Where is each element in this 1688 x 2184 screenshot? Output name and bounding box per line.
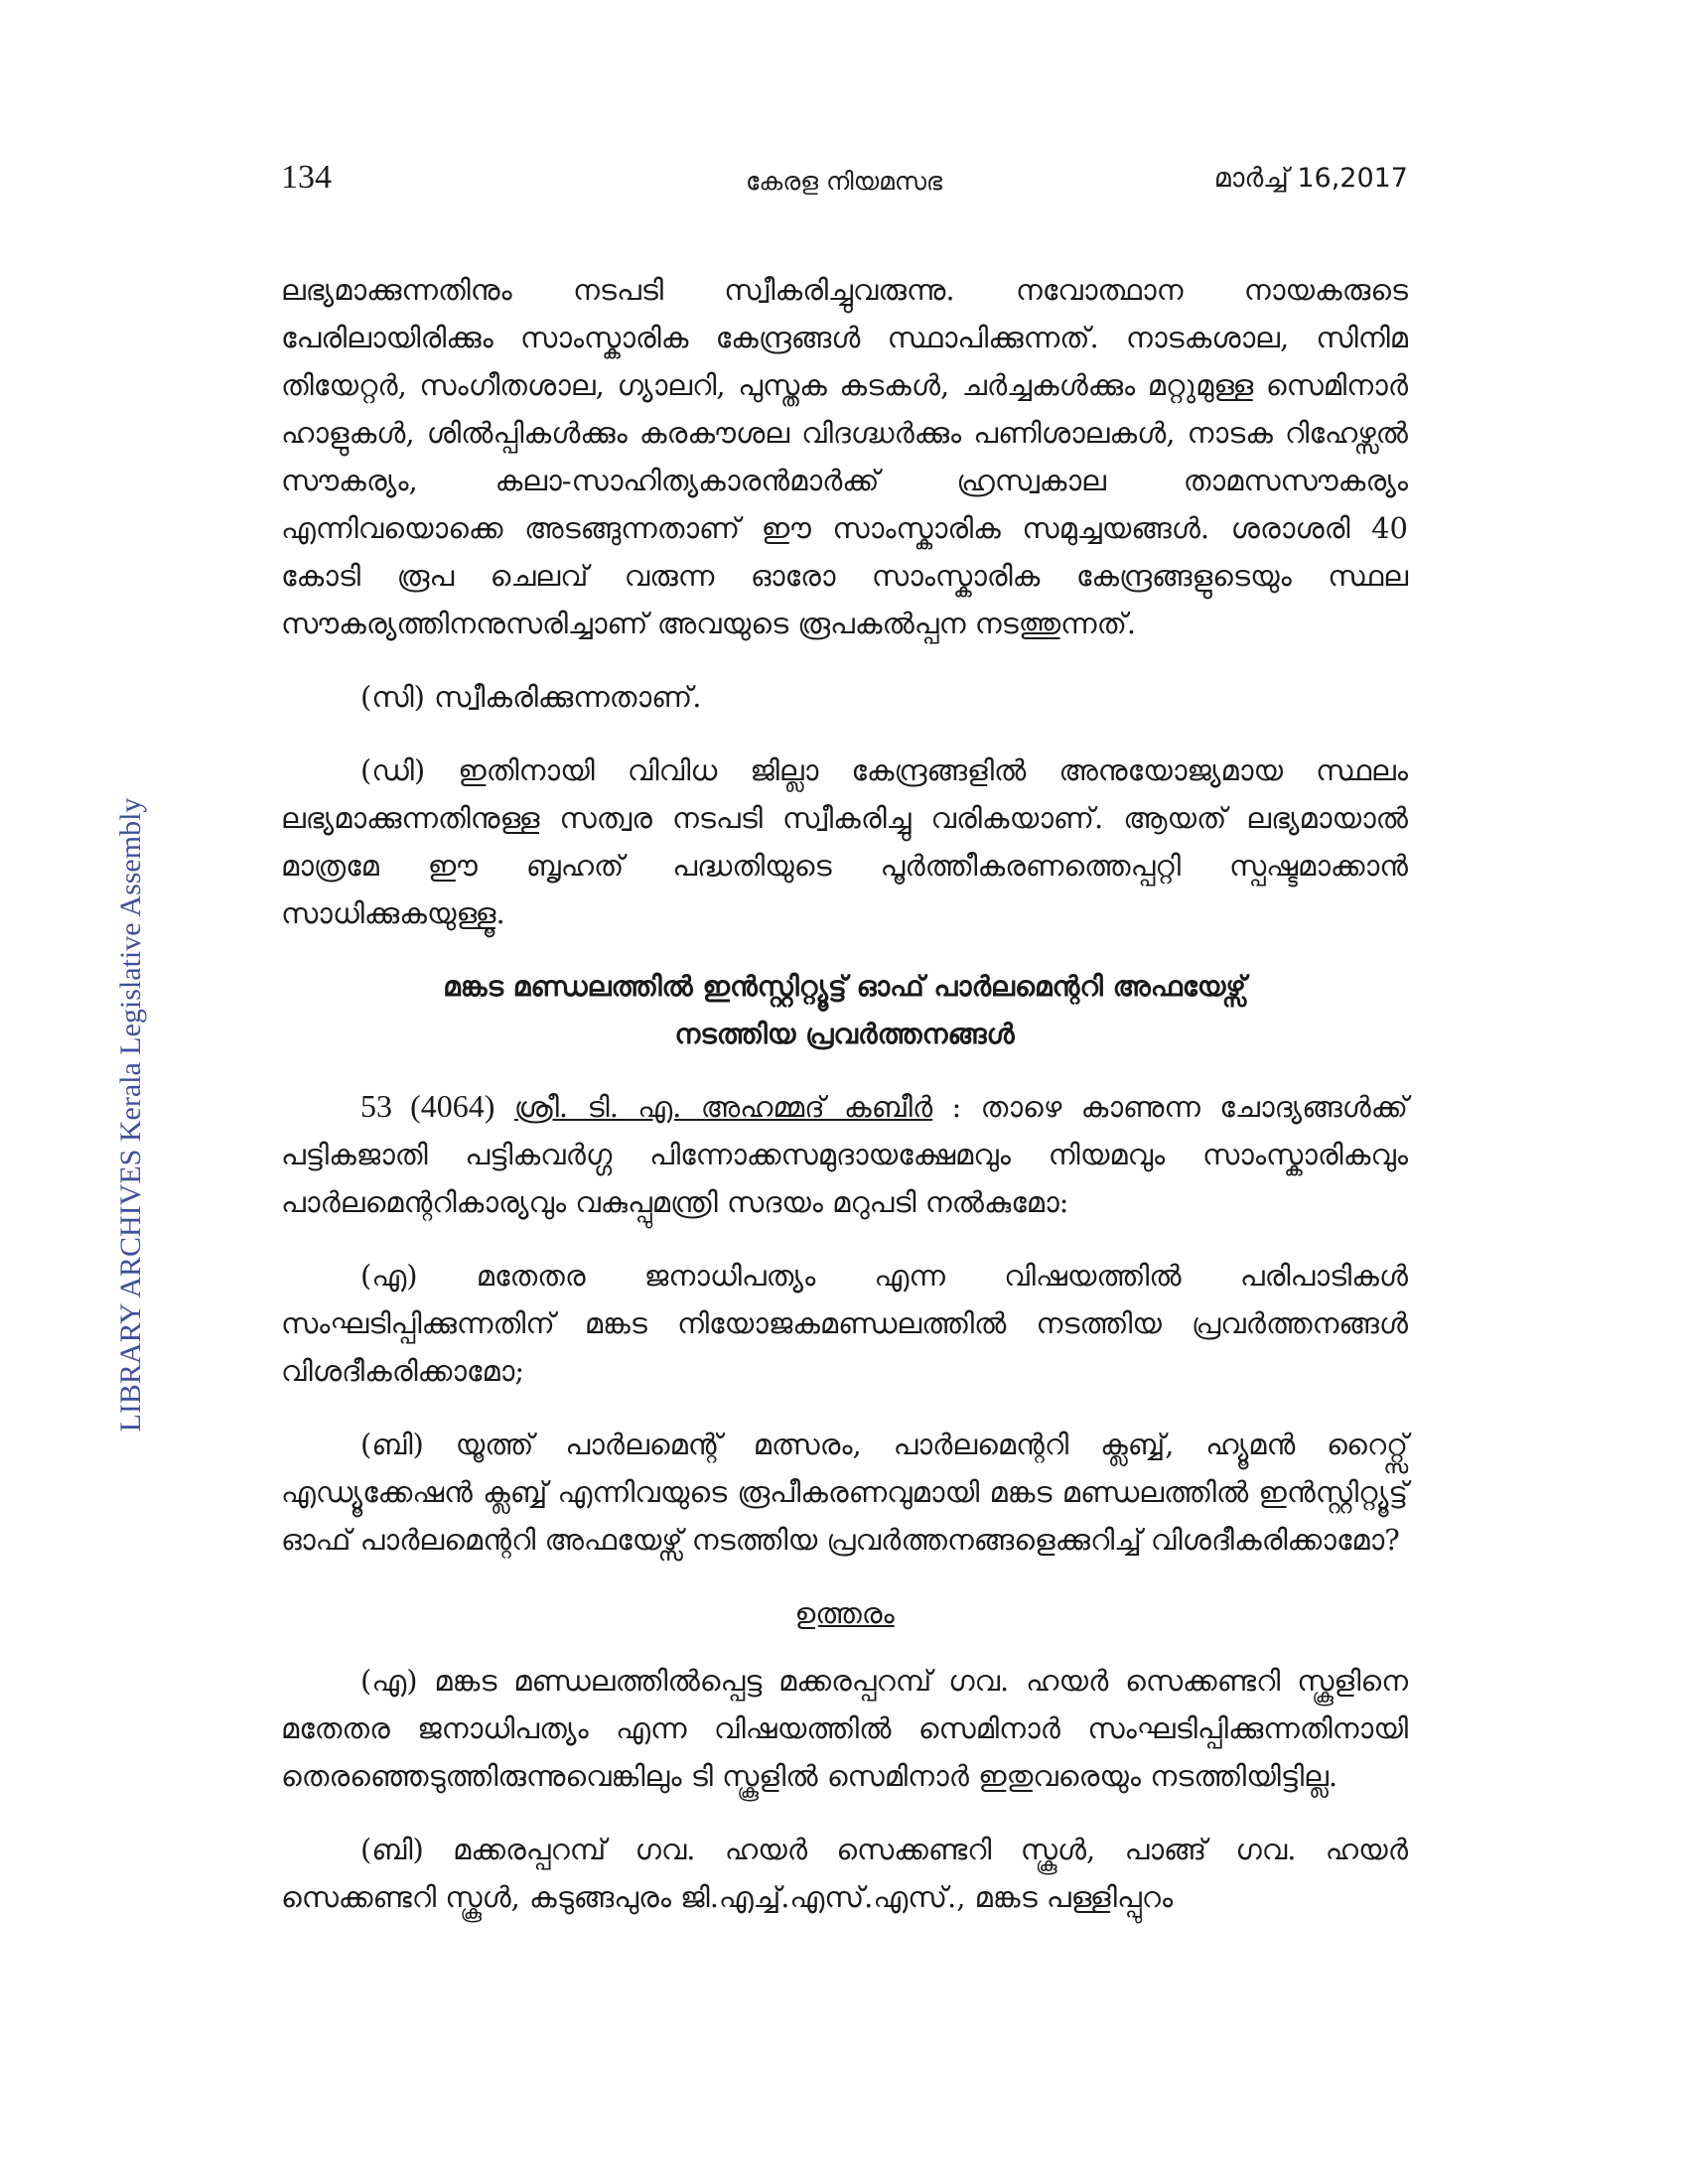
paragraph-continued: ലഭ്യമാക്കുന്നതിനും നടപടി സ്വീകരിച്ചുവരുന്നു. നവോത്ഥാന നായകരുടെ പേരിലായിരിക്കും സാംസ്കാരിക കേന്ദ്രങ്ങൾ സ്ഥാപിക്കുന്നത്. നാടകശാല, സിനിമ തിയേറ്റർ, സംഗീതശാല, ഗ്യാലറി, പുസ്തക കടകൾ, ചർച്ചകൾക്കും മറ്റുമുള്ള സെമിനാർ ഹാളുകൾ, ശിൽപ്പികൾക്കും കരകൗശല വിദഗ്ദ്ധർക്കും പണിശാലകൾ, നാടക റിഹേഴ്സൽ സൗകര്യം, കലാ-സാഹിത്യകാരൻമാർക്ക് ഹ്രസ്വകാല താമസസൗകര്യം എന്നിവയൊക്കെ അടങ്ങുന്നതാണ് ഈ സാംസ്കാരിക സമുച്ചയങ്ങൾ. ശരാശരി 40 കോടി രൂപ ചെലവ് വരുന്ന ഓരോ സാംസ്കാരിക കേന്ദ്രങ്ങളുടെയും സ്ഥല സൗകര്യത്തിനനുസരിച്ചാണ് അവയുടെ രൂപകൽപ്പന നടത്തുന്നത്. <box>281 273 1408 640</box>
answer-d: (ഡി) ഇതിനായി വിവിധ ജില്ലാ കേന്ദ്രങ്ങളിൽ അനുയോജ്യമായ സ്ഥലം ലഭ്യമാക്കുന്നതിനുള്ള സത്വര നടപടി സ്വീകരിച്ചു വരികയാണ്. ആയത് ലഭ്യമായാൽ മാത്രമേ ഈ ബൃഹത് പദ്ധതിയുടെ പൂർത്തീകരണത്തെപ്പറ്റി സ്പഷ്ടമാക്കാൻ സാധിക്കുകയുള്ളൂ. <box>281 753 1408 930</box>
section-heading <box>281 963 1408 1058</box>
running-title: കേരള നിയമസഭ <box>746 167 942 196</box>
archive-side-stamp: LIBRARY ARCHIVES Kerala Legislative Assembly <box>114 797 147 1433</box>
answer-c: (സി) സ്വീകരിക്കുന്നതാണ്. <box>360 680 702 714</box>
member-name: ശ്രീ. ടി. എ. അഹമ്മദ് കബീർ <box>513 1090 933 1124</box>
question-intro <box>281 1082 1408 1226</box>
running-date: മാർച്ച് 16,2017 <box>1213 163 1408 194</box>
reply-a: (എ) മങ്കട മണ്ഡലത്തിൽപ്പെട്ട മക്കരപ്പറമ്പ് ഗവ. ഹയർ സെക്കണ്ടറി സ്കൂളിനെ മതേതര ജനാധിപത്യം എന്ന വിഷയത്തിൽ സെമിനാർ സംഘടിപ്പിക്കുന്നതിനായി തെരഞ്ഞെടുത്തിരുന്നുവെങ്കിലും ടി സ്കൂളിൽ സെമിനാർ ഇതുവരെയും നടത്തിയിട്ടില്ല. <box>281 1664 1408 1793</box>
question-intro-text: : താഴെ കാണുന്ന ചോദ്യങ്ങൾക്ക് പട്ടികജാതി പട്ടികവർഗ്ഗ പിന്നോക്കസമുദായക്ഷേമവും നിയമവും സാംസ്കാരികവും പാർലമെന്ററികാര്യവും വകുപ്പുമന്ത്രി സദയം മറുപടി നൽകുമോ: <box>281 1090 1409 1219</box>
question-b: (ബി) യൂത്ത് പാർലമെന്റ് മത്സരം, പാർലമെന്ററി ക്ലബ്ബ്, ഹ്യൂമൻ റൈറ്റ്സ് എഡ്യൂക്കേഷൻ ക്ലബ്ബ് എന്നിവയുടെ രൂപീകരണവുമായി മങ്കട മണ്ഡലത്തിൽ ഇൻസ്റ്റിറ്റ്യൂട്ട് ഓഫ് പാർലമെന്ററി അഫയേഴ്സ് നടത്തിയ പ്രവർത്തനങ്ങളെക്കുറിച്ച് വിശദീകരിക്കാമോ? <box>281 1428 1408 1557</box>
reply-b: (ബി) മക്കരപ്പറമ്പ് ഗവ. ഹയർ സെക്കണ്ടറി സ്കൂൾ, പാങ്ങ് ഗവ. ഹയർ സെക്കണ്ടറി സ്കൂൾ, കടുങ്ങപുരം ജി.എച്ച്.എസ്.എസ്., മങ്കട പള്ളിപ്പുറം <box>281 1833 1408 1914</box>
section-heading-line-2: നടത്തിയ പ്രവർത്തനങ്ങൾ <box>674 1018 1015 1050</box>
answer-heading: ഉത്തരം <box>794 1596 895 1630</box>
page-number: 134 <box>281 159 332 196</box>
section-heading-line-1: മങ്കട മണ്ഡലത്തിൽ ഇൻസ്റ്റിറ്റ്യൂട്ട് ഓഫ് പാർലമെന്ററി അഫയേഴ്സ് <box>443 970 1246 1003</box>
question-a: (എ) മതേതര ജനാധിപത്യം എന്ന വിഷയത്തിൽ പരിപാടികൾ സംഘടിപ്പിക്കുന്നതിന് മങ്കട നിയോജകമണ്ഡലത്തിൽ നടത്തിയ പ്രവർത്തനങ്ങൾ വിശദീകരിക്കാമോ; <box>281 1259 1408 1388</box>
document-body <box>281 266 1408 1947</box>
question-number: 53 (4064) <box>360 1088 495 1124</box>
